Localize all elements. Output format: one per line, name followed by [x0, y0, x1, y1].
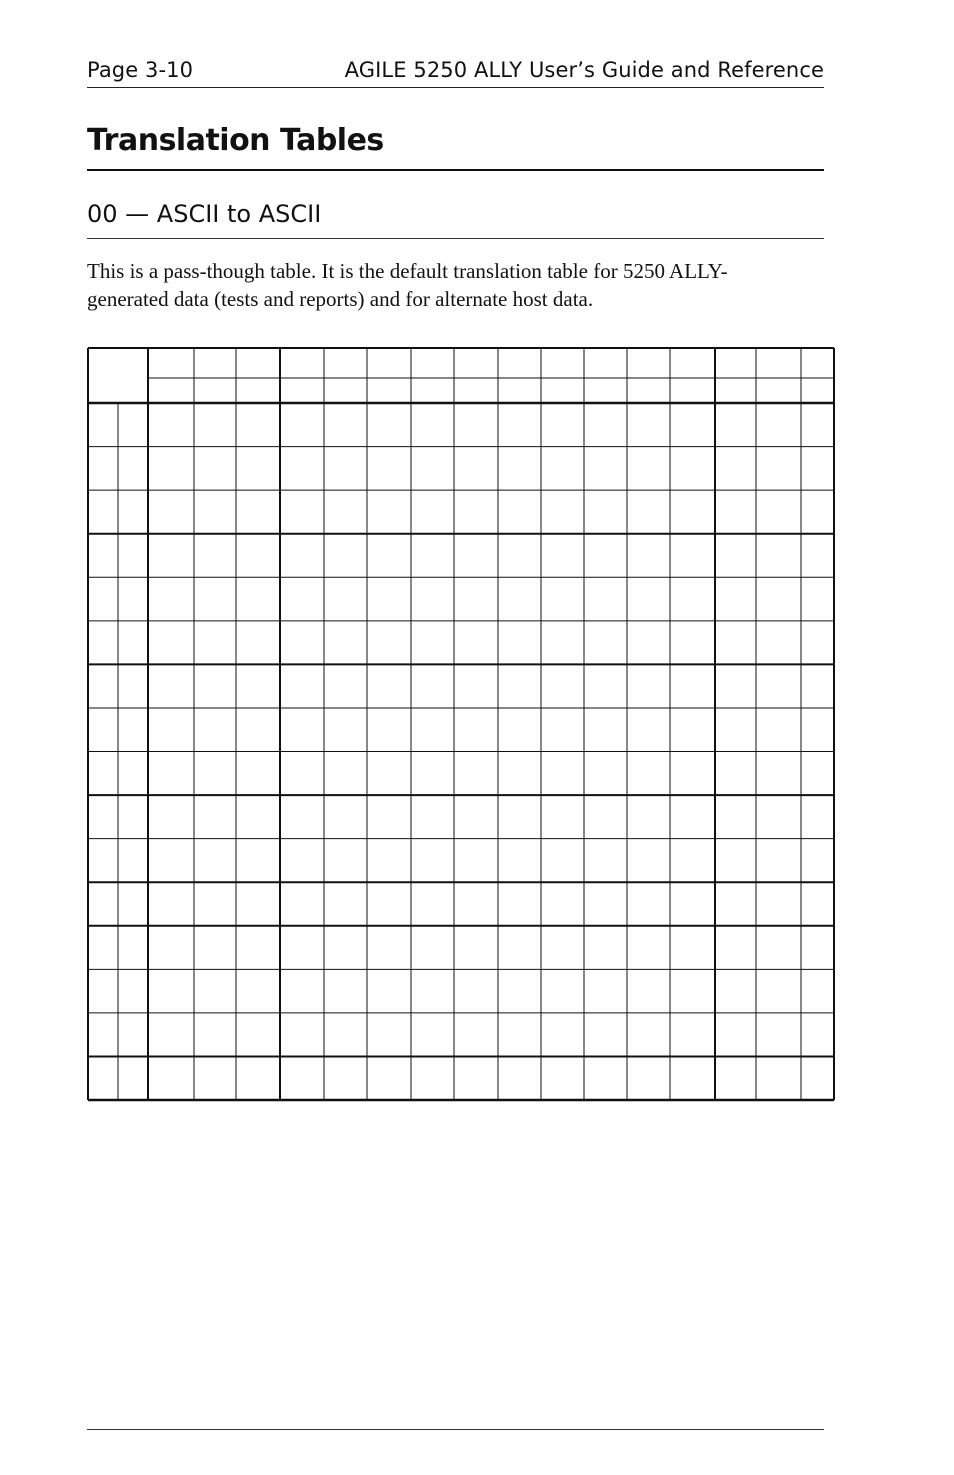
- translation-table-grid: [87, 347, 835, 1102]
- book-title: AGILE 5250 ALLY User’s Guide and Reference: [344, 58, 824, 82]
- section-title: 00 — ASCII to ASCII: [87, 200, 824, 239]
- running-header: [87, 58, 824, 88]
- section-body-text: This is a pass-though table. It is the default translation table for 5250 ALLY-generated data (tests and reports) and for alternate host data.: [87, 259, 728, 311]
- page-number: Page 3-10: [87, 58, 194, 82]
- footer-rule: [87, 1429, 824, 1430]
- chapter-title: Translation Tables: [87, 123, 824, 171]
